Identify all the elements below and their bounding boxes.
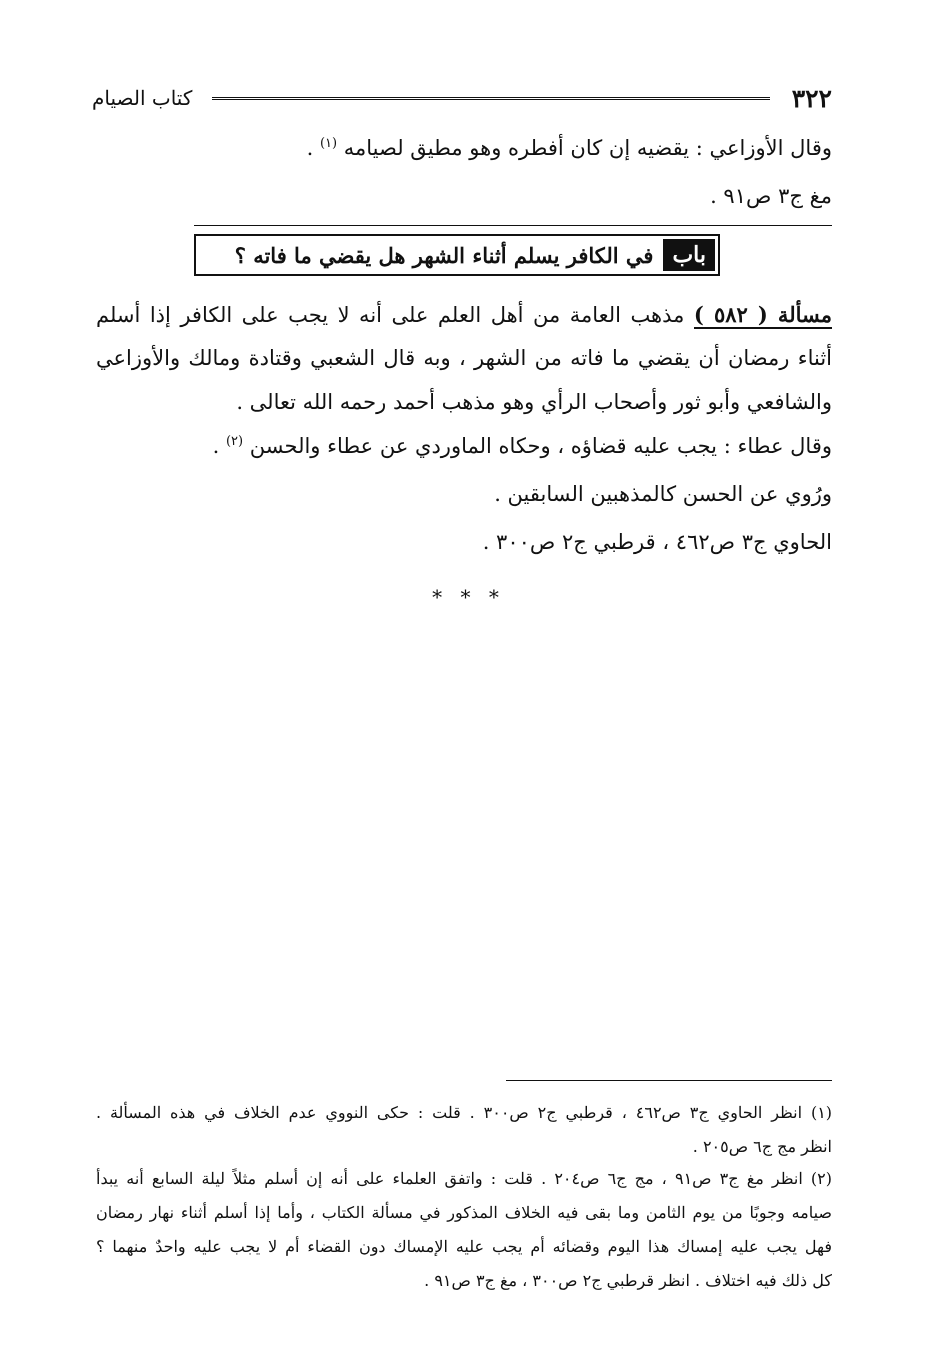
issue-line-1-text: مذهب العامة من أهل العلم على أنه لا يجب على الكافر إذا أسلم xyxy=(96,303,685,327)
section-separator: * * * xyxy=(432,585,505,609)
running-header xyxy=(92,84,832,114)
footnote-ref-1: (١) xyxy=(319,136,338,151)
issue-line-4 xyxy=(213,434,832,458)
intro-line-2: مغ ج٣ ص٩١ . xyxy=(710,184,832,208)
footnote-1-line-1: (١) انظر الحاوي ج٣ ص٤٦٢ ، قرطبي ج٢ ص٣٠٠ . قلت : حكى النووي عدم الخلاف في هذه المسألة . xyxy=(96,1103,833,1122)
footnote-ref-2: (٢) xyxy=(225,434,244,449)
chapter-heading xyxy=(194,234,720,276)
footnote-1-line-2: انظر مج ج٦ ص٢٠٥ . xyxy=(692,1137,832,1156)
issue-line-4-text: وقال عطاء : يجب عليه قضاؤه ، وحكاه الماوردي عن عطاء والحسن xyxy=(249,434,832,458)
book-title: كتاب الصيام xyxy=(92,86,193,110)
footnote-2-line-3: فهل يجب عليه إمساك هذا اليوم وقضائه أم يجب عليه الإمساك دون القضاء أم لا يجب عليه واحدٌ منهما ؟ xyxy=(96,1237,832,1256)
footnote-2-line-4: كل ذلك فيه اختلاف . انظر قرطبي ج٢ ص٣٠٠ ، مغ ج٣ ص٩١ . xyxy=(424,1271,832,1290)
issue-label: مسألة ( ٥٨٢ ) xyxy=(693,302,832,327)
issue-line-3: والشافعي وأبو ثور وأصحاب الرأي وهو مذهب أحمد رحمه الله تعالى . xyxy=(236,390,832,414)
issue-line-5: ورُوي عن الحسن كالمذهبين السابقين . xyxy=(494,482,832,506)
issue-line-6: الحاوي ج٣ ص٤٦٢ ، قرطبي ج٢ ص٣٠٠ . xyxy=(482,530,832,554)
intro-line-1-end: . xyxy=(306,136,314,160)
issue-line-2: أثناء رمضان أن يقضي ما فاته من الشهر ، وبه قال الشعبي وقتادة ومالك والأوزاعي xyxy=(96,346,832,370)
chapter-label: باب xyxy=(663,239,715,271)
section-rule xyxy=(194,225,832,226)
header-double-rule xyxy=(212,97,770,104)
intro-line-1-text: وقال الأوزاعي : يقضيه إن كان أفطره وهو مطيق لصيامه xyxy=(343,136,832,160)
issue-line-1 xyxy=(96,302,832,327)
chapter-title: في الكافر يسلم أثناء الشهر هل يقضي ما فاته ؟ xyxy=(234,242,654,268)
intro-line-1 xyxy=(307,136,832,160)
footnote-2-line-2: صيامه وجوبًا من يوم الثامن وما بقى فيه الخلاف المذكور في مسألة الكتاب ، وأما إذا أسلم أثناء نهار رمضان xyxy=(96,1203,833,1222)
page-number: ٣٢٢ xyxy=(791,84,832,113)
footnote-2-line-1: (٢) انظر مغ ج٣ ص٩١ ، مج ج٦ ص٢٠٤ . قلت : واتفق العلماء على أنه إن أسلم مثلاً ليلة السابع أنه يبدأ xyxy=(96,1169,833,1188)
footnote-rule xyxy=(506,1080,832,1081)
issue-line-4-end: . xyxy=(212,434,220,458)
